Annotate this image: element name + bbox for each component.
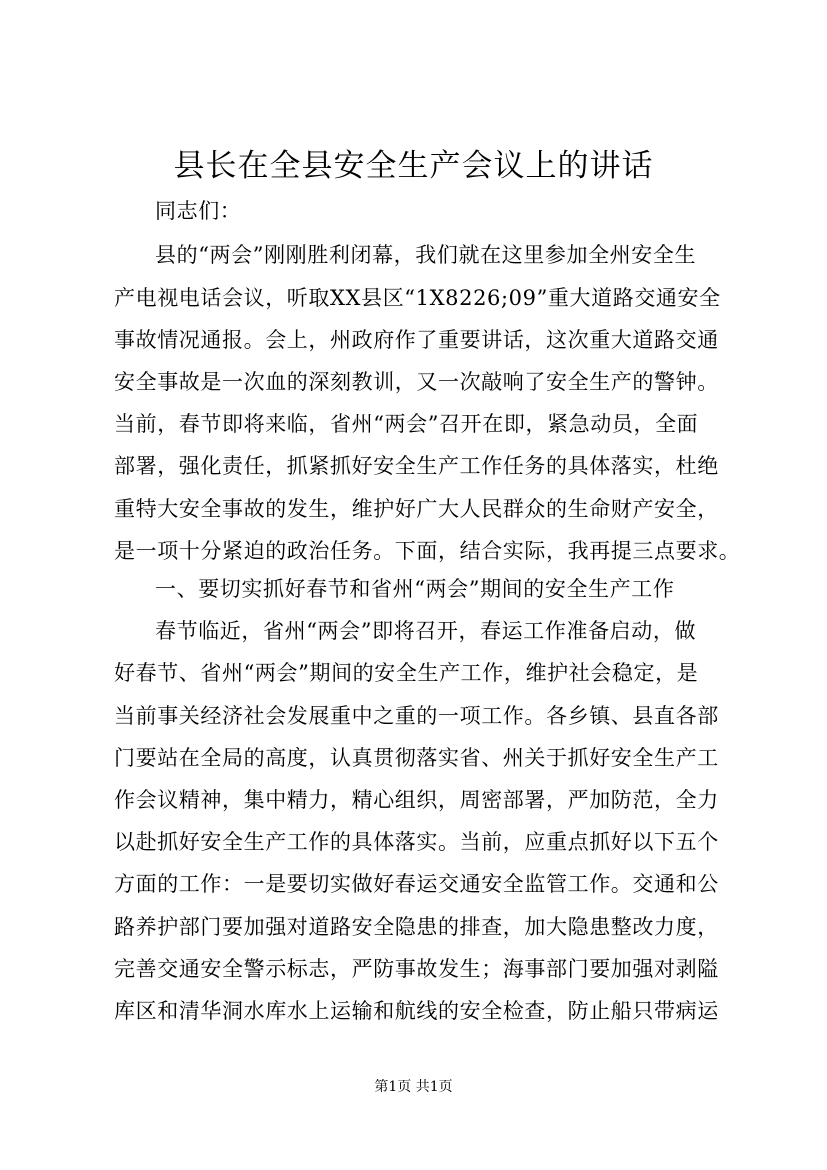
paragraph-line: 部署，强化责任，抓紧抓好安全生产工作任务的具体落实，杜绝 [114,454,719,478]
paragraph-line: 当前，春节即将来临，省州“两会”召开在即，紧急动员，全面 [114,412,699,436]
paragraph-line: 完善交通安全警示标志，严防事故发生；海事部门要加强对剥隘 [114,957,719,981]
paragraph-line: 是一项十分紧迫的政治任务。下面，结合实际，我再提三点要求。 [114,539,741,563]
paragraph-line: 产电视电话会议，听取XX县区“1X8226;09”重大道路交通安全 [114,286,721,310]
paragraph-line: 以赴抓好安全生产工作的具体落实。当前，应重点抓好以下五个 [114,830,719,854]
paragraph-line: 当前事关经济社会发展重中之重的一项工作。各乡镇、县直各部 [114,704,719,728]
paragraph-line: 县的“两会”刚刚胜利闭幕，我们就在这里参加全州安全生 [155,243,697,267]
paragraph-line: 门要站在全局的高度，认真贯彻落实省、州关于抓好安全生产工 [114,746,719,770]
salutation: 同志们： [155,199,242,223]
paragraph-line: 安全事故是一次血的深刻教训，又一次敲响了安全生产的警钟。 [114,370,719,394]
paragraph-line: 重特大安全事故的发生，维护好广大人民群众的生命财产安全， [114,497,719,521]
paragraph-line: 方面的工作：一是要切实做好春运交通安全监管工作。交通和公 [114,872,719,896]
paragraph-line: 事故情况通报。会上，州政府作了重要讲话，这次重大道路交通 [114,328,719,352]
paragraph-line: 春节临近，省州“两会”即将召开，春运工作准备启动，做 [155,619,697,643]
paragraph-line: 路养护部门要加强对道路安全隐患的排查，加大隐患整改力度， [114,915,719,939]
document-title: 县长在全县安全生产会议上的讲话 [173,148,654,184]
section-heading: 一、要切实抓好春节和省州“两会”期间的安全生产工作 [155,577,675,601]
paragraph-line: 作会议精神，集中精力，精心组织，周密部署，严加防范，全力 [114,788,719,812]
paragraph-line: 好春节、省州“两会”期间的安全生产工作，维护社会稳定，是 [114,661,699,685]
page-footer: 第1页 共1页 [374,1079,453,1095]
paragraph-line: 库区和清华洞水库水上运输和航线的安全检查，防止船只带病运 [114,999,719,1023]
